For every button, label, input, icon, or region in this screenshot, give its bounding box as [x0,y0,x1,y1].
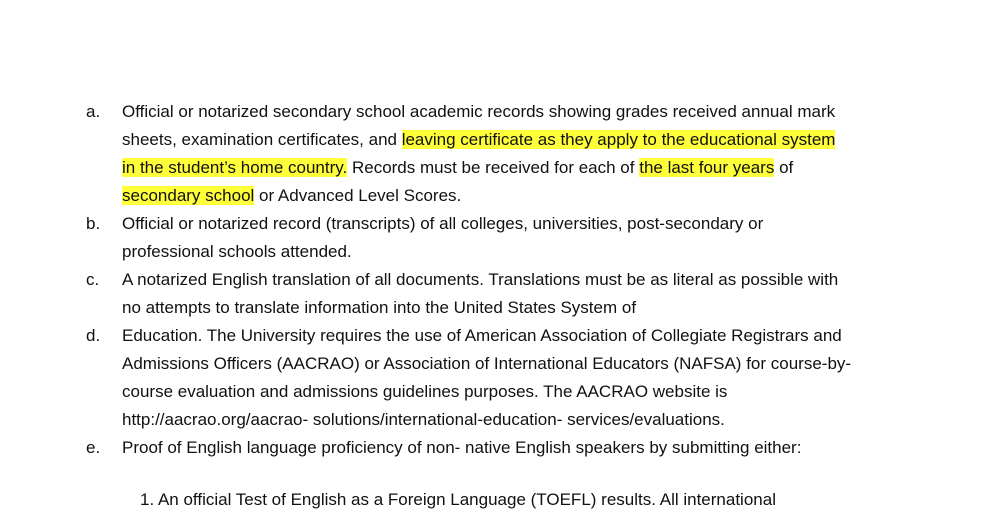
text-segment: Proof of English language proficiency of non- native English speakers by submitting either: [122,438,802,457]
text-line [122,98,835,126]
text-segment: Records must be received for each of [347,158,640,177]
text-line [122,294,636,322]
text-segment: of [774,158,794,177]
text-segment: Official or notarized record (transcripts) of all colleges, universities, post-secondary or [122,214,764,233]
text-segment: http://aacrao.org/aacrao- solutions/international-education- services/evaluations. [122,410,725,429]
text-segment: course evaluation and admissions guidelines purposes. The AACRAO website is [122,382,728,401]
highlighted-text: leaving certificate as they apply to the educational system [401,130,836,149]
highlighted-text: the last four years [639,158,775,177]
text-line [122,210,763,238]
highlighted-text: in the student’s home country. [122,158,348,177]
text-line [122,350,851,378]
text-segment: Admissions Officers (AACRAO) or Association of International Educators (NAFSA) for course-by- [122,354,852,373]
text-line [122,238,352,266]
text-line [122,154,793,182]
list-marker: e. [86,438,101,457]
cut-off-text-line: 1. An official Test of English as a Foreign Language (TOEFL) results. All international [140,490,776,509]
list-marker: c. [86,270,100,289]
text-line [122,266,838,294]
text-segment: A notarized English translation of all documents. Translations must be as literal as possible with [122,270,839,289]
text-line [122,434,801,462]
text-line [122,322,842,350]
list-marker: d. [86,326,101,345]
text-segment: or Advanced Level Scores. [254,186,462,205]
text-segment: professional schools attended. [122,242,352,261]
list-marker: b. [86,214,101,233]
text-line [122,126,835,154]
text-segment: no attempts to translate information into the United States System of [122,298,637,317]
text-line [122,182,461,210]
text-segment: Official or notarized secondary school academic records showing grades received annual mark [122,102,836,121]
highlighted-text: secondary school [122,186,255,205]
text-line [122,406,725,434]
text-segment: sheets, examination certificates, and [122,130,402,149]
text-line [122,378,727,406]
text-segment: Education. The University requires the use of American Association of Collegiate Registrars and [122,326,842,345]
list-marker: a. [86,102,101,121]
